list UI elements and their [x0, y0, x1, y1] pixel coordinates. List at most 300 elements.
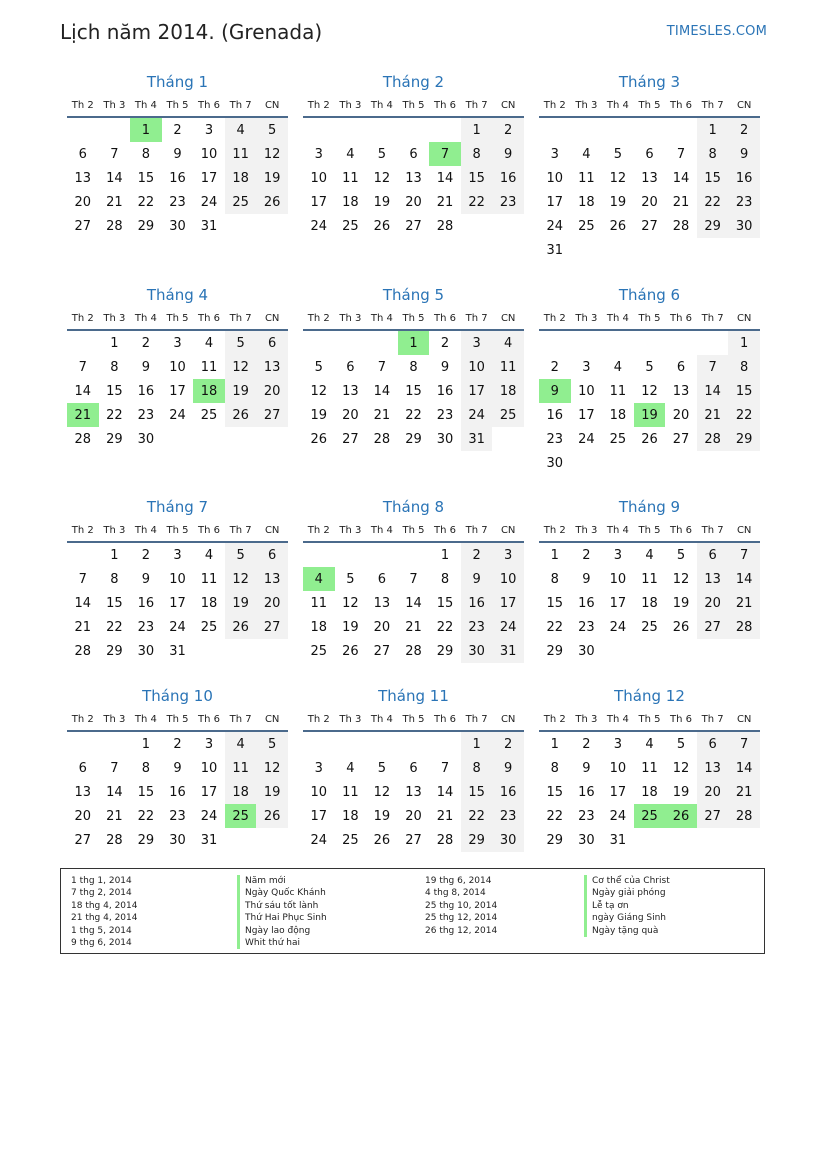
day-cell: 16: [578, 784, 595, 800]
day-cell: 18: [225, 166, 257, 190]
day-cell: 5: [377, 146, 387, 162]
day-cell: 12: [256, 142, 288, 166]
day-cell: 5: [377, 760, 387, 776]
day-cell: 1: [461, 117, 493, 142]
day-cell: 12: [342, 595, 359, 611]
day-cell: 11: [225, 756, 257, 780]
day-cell: 13: [641, 170, 658, 186]
day-cell: 9: [582, 571, 591, 587]
empty-cell: [665, 639, 697, 663]
day-cell: 15: [405, 383, 422, 399]
day-cell: 5: [225, 542, 257, 567]
day-cell: 27: [405, 218, 422, 234]
day-cell: 1: [440, 547, 450, 563]
day-cell: 22: [405, 407, 422, 423]
month-block: [67, 495, 288, 663]
day-cell: 8: [110, 571, 119, 587]
day-cell: 8: [110, 359, 119, 375]
empty-cell: [634, 639, 666, 663]
legend-holiday-name: Ngày tặng quà: [584, 925, 670, 937]
day-cell: 6: [697, 542, 729, 567]
day-cell: 30: [546, 455, 564, 471]
day-cell: 23: [492, 804, 524, 828]
weekday-header: Th 2: [67, 94, 99, 117]
day-cell: 27: [697, 804, 729, 828]
day-cell: 3: [314, 760, 323, 776]
day-cell: 17: [200, 170, 218, 186]
empty-cell: [335, 330, 367, 355]
day-cell: 5: [225, 330, 257, 355]
day-cell: 14: [74, 595, 92, 611]
weekday-header: Th 6: [429, 307, 461, 330]
day-cell: 16: [137, 595, 155, 611]
day-cell: 24: [492, 615, 524, 639]
empty-cell: [602, 639, 634, 663]
day-cell: 20: [672, 407, 690, 423]
day-cell: 5: [346, 571, 355, 587]
weekday-header: Th 5: [162, 307, 194, 330]
day-cell: 20: [373, 619, 391, 635]
legend-holiday-name: ngày Giáng Sinh: [584, 912, 670, 924]
day-cell: 27: [342, 431, 359, 447]
day-cell: 17: [310, 808, 328, 824]
day-cell: 18: [310, 619, 328, 635]
day-cell: 2: [440, 335, 450, 351]
day-cell: 29: [546, 832, 564, 848]
day-cell: 24: [609, 808, 627, 824]
day-cell: 29: [106, 643, 123, 659]
month-table: [67, 307, 288, 451]
day-cell: 8: [440, 571, 450, 587]
empty-cell: [67, 330, 99, 355]
month-block: [539, 495, 760, 663]
month-table: [303, 307, 524, 451]
day-cell: 9: [461, 567, 493, 591]
empty-cell: [571, 238, 603, 262]
legend-holiday-date: 1 thg 1, 2014: [71, 876, 132, 886]
empty-cell: [335, 731, 367, 756]
day-cell: 9: [539, 379, 571, 403]
day-cell: 24: [169, 619, 186, 635]
day-cell: 12: [225, 567, 257, 591]
day-cell: 27: [256, 615, 288, 639]
weekday-header: CN: [256, 708, 288, 731]
day-cell: 18: [609, 407, 627, 423]
day-cell: 12: [609, 170, 627, 186]
day-cell: 19: [342, 619, 359, 635]
day-cell: 12: [373, 784, 391, 800]
weekday-header: Th 4: [366, 519, 398, 542]
weekday-header: Th 2: [67, 708, 99, 731]
empty-cell: [366, 731, 398, 756]
day-cell: 7: [78, 359, 87, 375]
weekday-header: Th 6: [193, 708, 225, 731]
day-cell: 3: [582, 359, 591, 375]
empty-cell: [193, 639, 225, 663]
weekday-header: CN: [492, 519, 524, 542]
month-table: [303, 708, 524, 852]
day-cell: 28: [728, 615, 760, 639]
weekday-header: CN: [728, 307, 760, 330]
empty-cell: [728, 238, 760, 262]
day-cell: 4: [346, 146, 355, 162]
day-cell: 16: [578, 595, 595, 611]
month-table: [539, 519, 760, 663]
month-block: [539, 684, 760, 852]
day-cell: 22: [106, 407, 123, 423]
day-cell: 7: [377, 359, 387, 375]
day-cell: 1: [461, 731, 493, 756]
day-cell: 1: [130, 117, 162, 142]
empty-cell: [571, 451, 603, 475]
month-title: Tháng 8: [382, 498, 445, 516]
weekday-header: Th 4: [366, 307, 398, 330]
day-cell: 26: [256, 804, 288, 828]
month-table: [303, 94, 524, 238]
day-cell: 4: [303, 567, 335, 591]
day-cell: 12: [256, 756, 288, 780]
day-cell: 22: [106, 619, 123, 635]
empty-cell: [602, 117, 634, 142]
day-cell: 10: [609, 760, 627, 776]
weekday-header: Th 5: [398, 519, 430, 542]
day-cell: 12: [310, 383, 328, 399]
day-cell: 19: [225, 379, 257, 403]
weekday-header: Th 4: [602, 307, 634, 330]
empty-cell: [602, 330, 634, 355]
day-cell: 12: [641, 383, 658, 399]
day-cell: 31: [546, 242, 564, 258]
day-cell: 20: [74, 808, 92, 824]
day-cell: 25: [342, 218, 359, 234]
day-cell: 4: [582, 146, 591, 162]
day-cell: 10: [546, 170, 564, 186]
day-cell: 9: [141, 359, 151, 375]
day-cell: 9: [582, 760, 591, 776]
empty-cell: [602, 238, 634, 262]
day-cell: 19: [256, 166, 288, 190]
empty-cell: [225, 828, 257, 852]
day-cell: 15: [106, 383, 123, 399]
day-cell: 10: [609, 571, 627, 587]
weekday-header: Th 5: [162, 94, 194, 117]
weekday-header: Th 7: [461, 708, 493, 731]
weekday-header: Th 4: [130, 307, 162, 330]
day-cell: 3: [492, 542, 524, 567]
day-cell: 28: [405, 643, 422, 659]
day-cell: 8: [141, 760, 151, 776]
legend-holiday-date: 9 thg 6, 2014: [71, 938, 132, 949]
day-cell: 3: [173, 335, 182, 351]
day-cell: 25: [492, 403, 524, 427]
month-block: [67, 684, 288, 852]
day-cell: 9: [141, 571, 151, 587]
day-cell: 26: [225, 403, 257, 427]
day-cell: 6: [256, 330, 288, 355]
day-cell: 27: [405, 832, 422, 848]
day-cell: 30: [728, 214, 760, 238]
day-cell: 8: [461, 756, 493, 780]
day-cell: 13: [373, 595, 391, 611]
day-cell: 6: [377, 571, 387, 587]
day-cell: 23: [546, 431, 564, 447]
day-cell: 25: [225, 804, 257, 828]
day-cell: 26: [373, 218, 391, 234]
day-cell: 3: [173, 547, 182, 563]
empty-cell: [571, 330, 603, 355]
weekday-header: Th 2: [539, 94, 571, 117]
month-table: [303, 519, 524, 663]
weekday-header: Th 2: [539, 307, 571, 330]
day-cell: 15: [436, 595, 454, 611]
day-cell: 29: [137, 218, 155, 234]
weekday-header: CN: [492, 94, 524, 117]
day-cell: 17: [609, 784, 627, 800]
day-cell: 31: [461, 427, 493, 451]
weekday-header: Th 2: [539, 708, 571, 731]
day-cell: 20: [405, 194, 422, 210]
day-cell: 23: [137, 407, 155, 423]
day-cell: 6: [78, 760, 87, 776]
legend-holiday-name: Whit thứ hai: [237, 937, 327, 949]
day-cell: 7: [697, 355, 729, 379]
day-cell: 2: [141, 547, 151, 563]
day-cell: 11: [200, 359, 218, 375]
day-cell: 26: [641, 431, 658, 447]
day-cell: 11: [641, 571, 658, 587]
day-cell: 18: [225, 780, 257, 804]
weekday-header: Th 7: [697, 519, 729, 542]
empty-cell: [697, 828, 729, 852]
day-cell: 1: [398, 330, 430, 355]
day-cell: 28: [436, 832, 454, 848]
empty-cell: [634, 117, 666, 142]
day-cell: 21: [405, 619, 422, 635]
empty-cell: [728, 451, 760, 475]
empty-cell: [634, 238, 666, 262]
day-cell: 26: [310, 431, 328, 447]
brand-link[interactable]: TIMESLES.COM: [666, 24, 767, 39]
day-cell: 19: [373, 194, 391, 210]
day-cell: 5: [676, 736, 686, 752]
empty-cell: [665, 238, 697, 262]
weekday-header: Th 4: [130, 94, 162, 117]
day-cell: 3: [550, 146, 559, 162]
empty-cell: [602, 451, 634, 475]
weekday-header: Th 6: [429, 94, 461, 117]
weekday-header: Th 3: [571, 519, 603, 542]
day-cell: 16: [461, 591, 493, 615]
day-cell: 29: [137, 832, 155, 848]
day-cell: 25: [342, 832, 359, 848]
day-cell: 13: [697, 756, 729, 780]
day-cell: 23: [728, 190, 760, 214]
day-cell: 24: [546, 218, 564, 234]
day-cell: 23: [578, 808, 595, 824]
day-cell: 6: [256, 542, 288, 567]
day-cell: 27: [74, 832, 92, 848]
day-cell: 24: [310, 832, 328, 848]
weekday-header: Th 5: [634, 307, 666, 330]
day-cell: 18: [641, 595, 658, 611]
empty-cell: [193, 427, 225, 451]
month-title: Tháng 6: [618, 286, 681, 304]
day-cell: 25: [578, 218, 595, 234]
day-cell: 29: [697, 214, 729, 238]
day-cell: 18: [200, 595, 218, 611]
empty-cell: [366, 330, 398, 355]
day-cell: 27: [256, 403, 288, 427]
day-cell: 28: [672, 218, 690, 234]
empty-cell: [256, 828, 288, 852]
day-cell: 3: [613, 736, 623, 752]
day-cell: 23: [137, 619, 155, 635]
day-cell: 16: [546, 407, 564, 423]
day-cell: 25: [634, 804, 666, 828]
day-cell: 1: [550, 547, 559, 563]
weekday-header: Th 3: [99, 708, 131, 731]
day-cell: 7: [676, 146, 686, 162]
day-cell: 7: [429, 142, 461, 166]
weekday-header: Th 5: [162, 708, 194, 731]
day-cell: 19: [672, 595, 690, 611]
day-cell: 26: [256, 190, 288, 214]
day-cell: 21: [728, 591, 760, 615]
day-cell: 4: [225, 117, 257, 142]
day-cell: 11: [342, 170, 359, 186]
day-cell: 4: [492, 330, 524, 355]
day-cell: 18: [193, 379, 225, 403]
day-cell: 30: [578, 643, 595, 659]
weekday-header: Th 4: [366, 708, 398, 731]
day-cell: 14: [106, 784, 123, 800]
day-cell: 14: [697, 379, 729, 403]
empty-cell: [492, 427, 524, 451]
legend-holiday-date: 1 thg 5, 2014: [71, 925, 132, 936]
month-title: Tháng 3: [618, 73, 681, 91]
empty-cell: [398, 731, 430, 756]
day-cell: 15: [461, 166, 493, 190]
legend-holiday-date: 21 thg 4, 2014: [71, 913, 138, 924]
day-cell: 27: [697, 615, 729, 639]
weekday-header: Th 6: [665, 307, 697, 330]
month-block: [303, 684, 524, 852]
weekday-header: CN: [492, 307, 524, 330]
legend-holiday-date: 26 thg 12, 2014: [425, 925, 498, 936]
day-cell: 21: [697, 403, 729, 427]
day-cell: 26: [672, 619, 690, 635]
day-cell: 25: [200, 407, 218, 423]
legend-holiday-date: 4 thg 8, 2014: [425, 888, 486, 899]
day-cell: 16: [728, 166, 760, 190]
day-cell: 22: [546, 619, 564, 635]
day-cell: 24: [578, 431, 595, 447]
day-cell: 15: [106, 595, 123, 611]
day-cell: 20: [405, 808, 422, 824]
day-cell: 14: [373, 383, 391, 399]
month-table: [67, 94, 288, 238]
empty-cell: [634, 451, 666, 475]
empty-cell: [256, 639, 288, 663]
legend-dates-left: [71, 875, 137, 949]
day-cell: 25: [310, 643, 328, 659]
empty-cell: [225, 427, 257, 451]
day-cell: 3: [204, 736, 214, 752]
weekday-header: CN: [256, 519, 288, 542]
day-cell: 5: [645, 359, 654, 375]
day-cell: 11: [342, 784, 359, 800]
day-cell: 1: [697, 117, 729, 142]
weekday-header: CN: [728, 94, 760, 117]
empty-cell: [225, 639, 257, 663]
legend-holiday-name: Thứ Hai Phục Sinh: [237, 912, 327, 924]
weekday-header: Th 5: [398, 307, 430, 330]
day-cell: 1: [141, 736, 151, 752]
legend-holiday-name: Ngày giải phóng: [584, 887, 670, 899]
weekday-header: Th 4: [130, 708, 162, 731]
day-cell: 17: [546, 194, 564, 210]
empty-cell: [665, 117, 697, 142]
day-cell: 22: [461, 190, 493, 214]
day-cell: 9: [492, 142, 524, 166]
day-cell: 9: [492, 756, 524, 780]
day-cell: 14: [436, 170, 454, 186]
day-cell: 2: [173, 122, 182, 138]
day-cell: 10: [310, 170, 328, 186]
weekday-header: Th 3: [571, 307, 603, 330]
legend-holiday-date: 18 thg 4, 2014: [71, 900, 138, 911]
weekday-header: Th 7: [461, 94, 493, 117]
weekday-header: Th 3: [335, 94, 367, 117]
day-cell: 21: [74, 619, 92, 635]
weekday-header: Th 6: [665, 708, 697, 731]
day-cell: 6: [676, 359, 686, 375]
day-cell: 13: [74, 784, 92, 800]
empty-cell: [99, 117, 131, 142]
day-cell: 6: [346, 359, 355, 375]
weekday-header: Th 2: [67, 519, 99, 542]
day-cell: 20: [256, 591, 288, 615]
day-cell: 19: [256, 780, 288, 804]
month-title: Tháng 2: [382, 73, 445, 91]
day-cell: 10: [461, 355, 493, 379]
day-cell: 10: [492, 567, 524, 591]
empty-cell: [665, 330, 697, 355]
empty-cell: [366, 542, 398, 567]
day-cell: 29: [405, 431, 422, 447]
weekday-header: Th 3: [99, 94, 131, 117]
day-cell: 6: [409, 146, 418, 162]
day-cell: 12: [225, 355, 257, 379]
day-cell: 17: [492, 591, 524, 615]
day-cell: 13: [256, 355, 288, 379]
weekday-header: Th 7: [697, 307, 729, 330]
day-cell: 14: [728, 756, 760, 780]
day-cell: 23: [169, 808, 186, 824]
day-cell: 30: [137, 431, 155, 447]
month-title: Tháng 5: [382, 286, 445, 304]
day-cell: 2: [492, 731, 524, 756]
day-cell: 4: [645, 736, 654, 752]
day-cell: 31: [200, 832, 218, 848]
legend-holiday-name: Lễ tạ ơn: [584, 900, 670, 912]
day-cell: 29: [436, 643, 454, 659]
day-cell: 22: [546, 808, 564, 824]
holiday-legend: [60, 868, 765, 954]
day-cell: 15: [137, 784, 155, 800]
weekday-header: CN: [256, 307, 288, 330]
day-cell: 20: [641, 194, 658, 210]
